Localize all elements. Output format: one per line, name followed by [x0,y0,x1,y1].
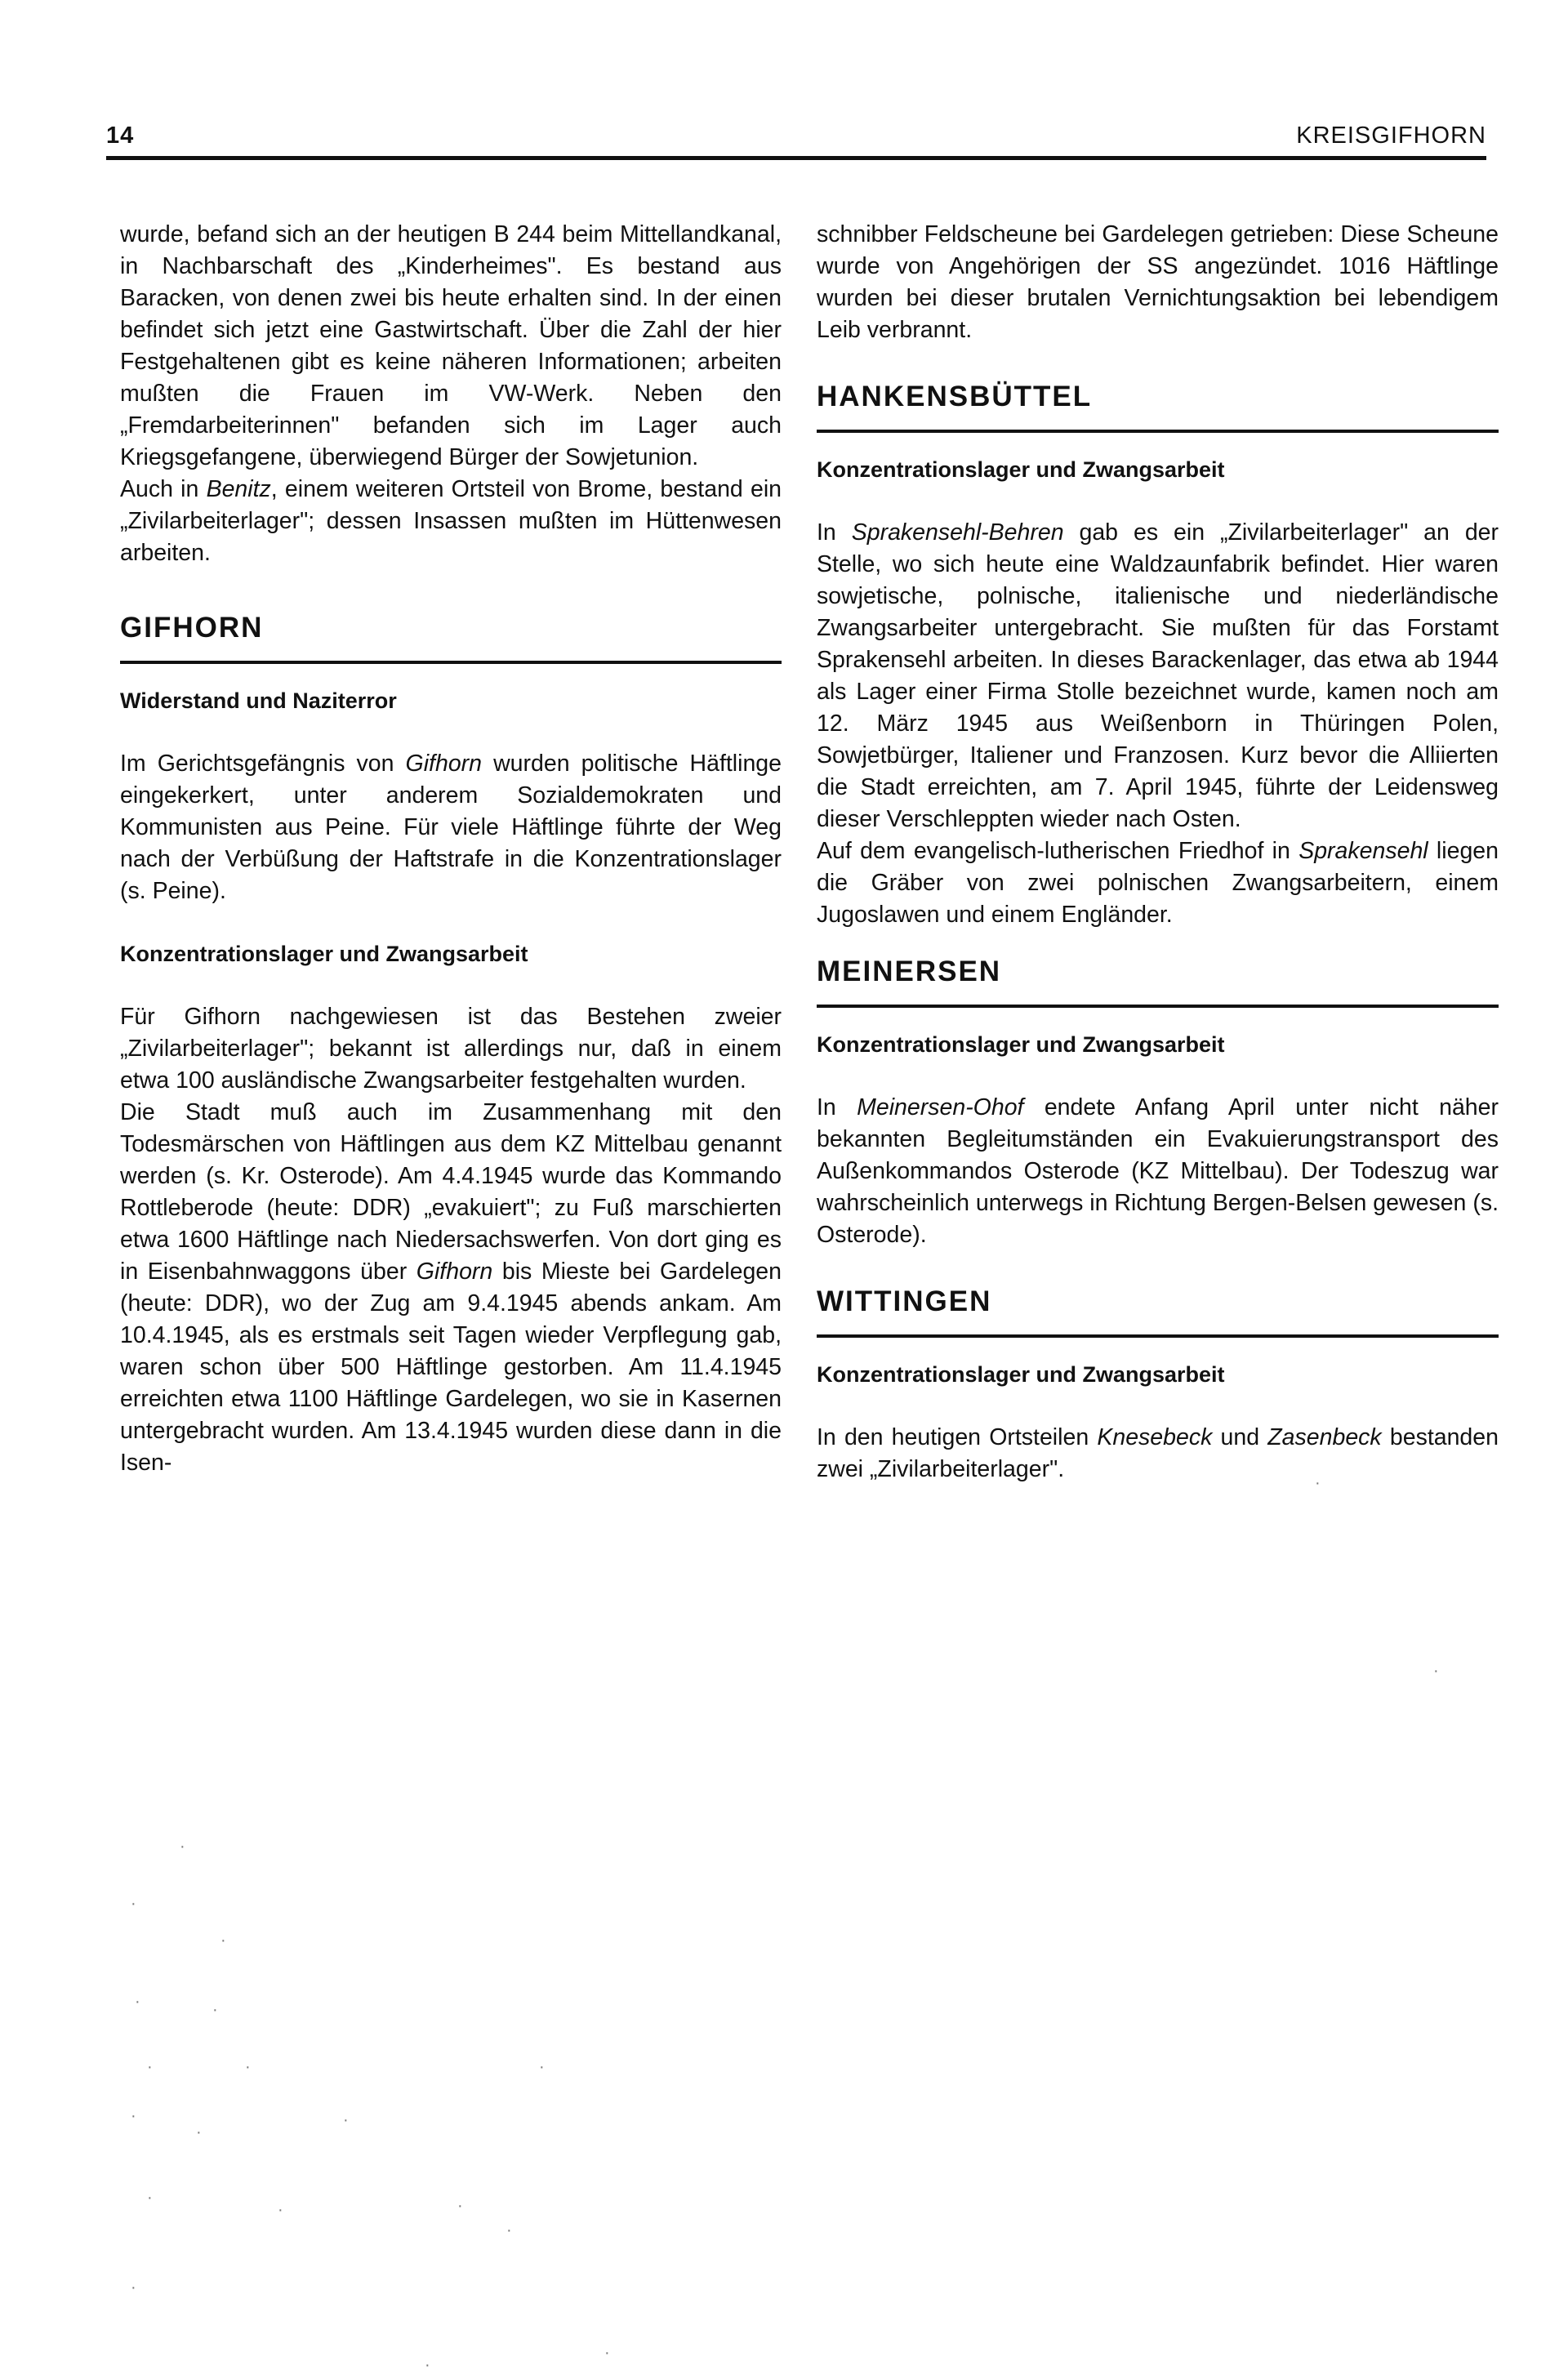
scan-speck: · [245,2058,251,2076]
paragraph-isenschnibber: schnibber Feldscheune bei Gardelegen getrieben: Diese Scheune wurde von Angehörigen der SS angezündet. 1016 Häftlinge wurden bei dieser brutalen Vernichtungsaktion bei lebendigem Leib verbrannt. [817,221,1499,343]
scan-speck: · [147,2058,153,2076]
section-heading-gifhorn: GIFHORN [120,612,782,664]
place-name: Gifhorn [416,1259,493,1285]
paragraph-benitz: Auch in Benitz, einem weiteren Ortsteil von Brome, bestand ein „Zivilarbeiterlager"; dessen Insassen mußten im Hüttenwesen arbeiten. [120,476,782,566]
scan-speck: · [506,2221,512,2239]
place-name: Zasenbeck [1267,1424,1382,1450]
scan-speck: · [196,2123,202,2141]
section-heading-hankensbuettel: HANKENSBÜTTEL [817,381,1499,433]
page-number: 14 [106,123,135,149]
paragraph-zivilarbeiterlager: Für Gifhorn nachgewiesen ist das Bestehen zweier „Zivilarbeiterlager"; bekannt ist allerdings nur, daß in einem etwa 100 ausländische Zwangsarbeiter festgehalten wurden. [120,1004,782,1094]
scan-speck: · [131,2107,136,2125]
paragraph-friedhof: Auf dem evangelisch-lutherischen Friedhof in Sprakensehl liegen die Gräber von zwei polnischen Zwangsarbeitern, einem Jugoslawen und einem Engländer. [817,838,1499,928]
left-column [120,219,782,1479]
place-name: Sprakensehl [1298,838,1428,864]
place-name: Sprakensehl-Behren [851,519,1064,546]
scan-speck: · [539,2058,545,2076]
paragraph-meinersen-ohof: In Meinersen-Ohof endete Anfang April unter nicht näher bekannten Begleitumständen ein Evakuierungstransport des Außenkommandos Osterode (KZ Mittelbau). Der Todeszug war wahrscheinlich unterwegs in Richtung Bergen-Belsen gewesen (s. Osterode). [817,1094,1499,1248]
scan-speck: · [131,1895,136,1913]
scan-speck: · [1315,1474,1321,1492]
paragraph-brome-lager: wurde, befand sich an der heutigen B 244 beim Mittellandkanal, in Nachbarschaft des „Kinderheimes". Es bestand aus Baracken, von denen zwei bis heute erhalten sind. In der einen befindet sich jetzt eine Gastwirtschaft. Über die Zahl der hier Festgehaltenen gibt es keine näheren Informationen; arbeiten mußten die Frauen im VW-Werk. Neben den „Fremdarbeiterinnen" befanden sich im Lager auch Kriegsgefangene, überwiegend Bürger der Sowjetunion. [120,221,782,470]
scan-speck: · [278,2201,283,2219]
subheading-meinersen: Konzentrationslager und Zwangsarbeit [817,1032,1225,1057]
paragraph-todesmaersche: Die Stadt muß auch im Zusammenhang mit den Todesmärschen von Häftlingen aus dem KZ Mittelbau genannt werden (s. Kr. Osterode). Am 4.4.1945 wurde das Kommando Rottleberode (heute: DDR) „evakuiert"; zu Fuß marschierten etwa 1600 Häftlinge nach Niedersachswerfen. Von dort ging es in Eisenbahnwaggons über Gifhorn bis Mieste bei Gardelegen (heute: DDR), wo der Zug am 9.4.1945 abends ankam. Am 10.4.1945, als es erstmals seit Tagen wieder Verpflegung gab, waren schon über 500 Häftlinge gestorben. Am 11.4.1945 erreichten etwa 1100 Häftlinge Gardelegen, wo sie in Kasernen untergebracht wurden. Am 13.4.1945 wurden diese dann in die Isen- [120,1099,782,1476]
scan-speck: · [212,2001,218,2019]
scan-speck: · [343,2111,349,2129]
scan-speck: · [457,2197,463,2215]
place-name: Knesebeck [1097,1424,1213,1450]
paragraph-sprakensehl-behren: In Sprakensehl-Behren gab es ein „Zivilarbeiterlager" an der Stelle, wo sich heute eine Waldzaunfabrik befindet. Hier waren sowjetische, polnische, italienische und niederländische Zwangsarbeiter untergebracht. Sie mußten für das Forstamt Sprakensehl arbeiten. In dieses Barackenlager, das etwa ab 1944 als Lager einer Firma Stolle bezeichnet wurde, kamen noch am 12. März 1945 aus Weißenborn in Thüringen Polen, Sowjetbürger, Italiener und Franzosen. Kurz bevor die Alliierten die Stadt erreichten, am 7. April 1945, führte der Leidensweg dieser Verschleppten wieder nach Osten. [817,519,1499,832]
scan-speck: · [131,2279,136,2297]
subheading-widerstand: Widerstand und Naziterror [120,688,397,713]
right-column [817,219,1499,1486]
scan-speck: · [604,2344,610,2362]
scan-speck: · [425,2356,430,2374]
subheading-wittingen: Konzentrationslager und Zwangsarbeit [817,1362,1225,1387]
scan-speck: · [180,1838,185,1856]
scan-speck: · [220,1931,226,1949]
paragraph-gerichtsgefaengnis: Im Gerichtsgefängnis von Gifhorn wurden politische Häftlinge eingekerkert, unter anderem Sozialdemokraten und Kommunisten aus Peine. Für viele Häftlinge führte der Weg nach der Verbüßung der Haftstrafe in die Konzentrationslager (s. Peine). [120,751,782,904]
running-title: KREISGIFHORN [1296,123,1486,149]
scan-speck: · [147,2189,153,2207]
scan-speck: · [135,1993,140,2011]
section-heading-meinersen: MEINERSEN [817,956,1499,1008]
page-header [106,123,1486,160]
subheading-konzentrationslager: Konzentrationslager und Zwangsarbeit [120,942,528,966]
subheading-hankensbuettel: Konzentrationslager und Zwangsarbeit [817,457,1225,482]
paragraph-knesebeck: In den heutigen Ortsteilen Knesebeck und Zasenbeck bestanden zwei „Zivilarbeiterlager". [817,1424,1499,1482]
place-name: Gifhorn [405,751,483,777]
scan-speck: · [1433,1662,1439,1680]
place-name: Benitz [206,476,271,502]
place-name: Meinersen-Ohof [857,1094,1024,1120]
section-heading-wittingen: WITTINGEN [817,1285,1499,1338]
